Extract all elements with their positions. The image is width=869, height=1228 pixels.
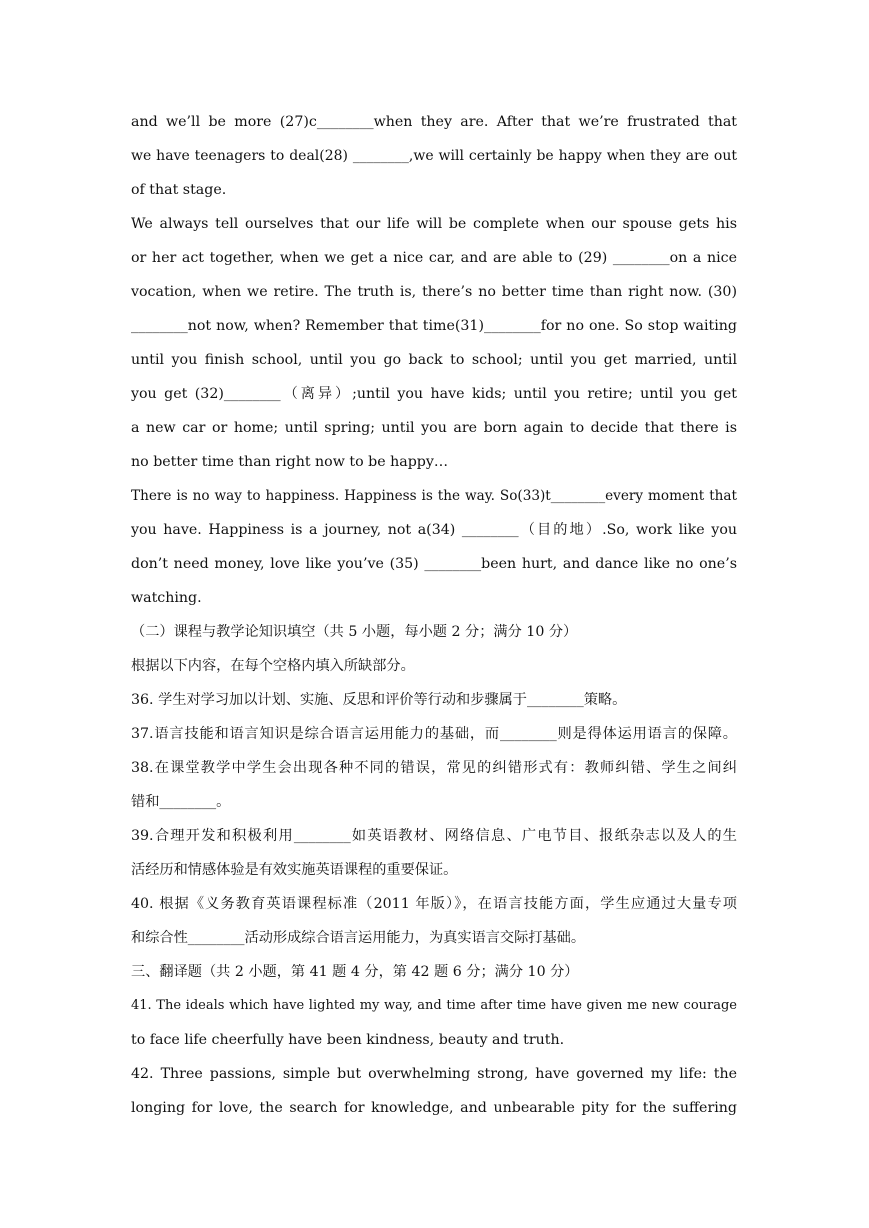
text-line: watching. <box>131 590 202 606</box>
text-line: and we’ll be more (27)c________when they are. After that we’re frustrated that <box>131 114 737 130</box>
text-line: We always tell ourselves that our life will be complete when our spouse gets his <box>131 216 737 232</box>
text-line: we have teenagers to deal(28) ________,we will certainly be happy when they are out <box>131 148 737 164</box>
text-line: 和综合性________活动形成综合语言运用能力，为真实语言交际打基础。 <box>131 930 586 946</box>
text-line: ________not now, when? Remember that time(31)________for no one. So stop waiting <box>131 318 737 334</box>
text-line: 39.合理开发和积极利用________如英语教材、网络信息、广电节目、报纸杂志以及人的生 <box>131 828 737 844</box>
text-line: you get (32)________（离异）;until you have kids; until you retire; until you get <box>131 386 737 402</box>
text-line: 37.语言技能和语言知识是综合语言运用能力的基础，而________则是得体运用语言的保障。 <box>131 726 737 742</box>
text-line: longing for love, the search for knowledge, and unbearable pity for the suffering <box>131 1100 737 1116</box>
text-line: to face life cheerfully have been kindness, beauty and truth. <box>131 1032 565 1048</box>
text-line: 38.在课堂教学中学生会出现各种不同的错误，常见的纠错形式有：教师纠错、学生之间纠 <box>131 760 737 776</box>
document-body <box>131 105 737 1125</box>
text-line: or her act together, when we get a nice car, and are able to (29) ________on a nice <box>131 250 737 266</box>
text-line: 活经历和情感体验是有效实施英语课程的重要保证。 <box>131 862 458 878</box>
text-line: 41. The ideals which have lighted my way, and time after time have given me new courage <box>131 998 737 1013</box>
text-line: don’t need money, love like you’ve (35) ________been hurt, and dance like no one’s <box>131 556 737 572</box>
text-line: 错和________。 <box>131 794 231 810</box>
text-line: 40. 根据《义务教育英语课程标准（2011 年版）》，在语言技能方面，学生应通过大量专项 <box>131 896 737 912</box>
text-line: 36. 学生对学习加以计划、实施、反思和评价等行动和步骤属于________策略。 <box>131 692 627 708</box>
text-line: vocation, when we retire. The truth is, there’s no better time than right now. (30) <box>131 284 737 300</box>
text-line: 三、翻译题（共 2 小题，第 41 题 4 分，第 42 题 6 分；满分 10 分） <box>131 964 579 980</box>
text-line: until you finish school, until you go back to school; until you get married, until <box>131 352 737 368</box>
text-line: of that stage. <box>131 182 227 198</box>
text-line: you have. Happiness is a journey, not a(34) ________（目的地）.So, work like you <box>131 522 737 538</box>
text-line: no better time than right now to be happy… <box>131 454 449 470</box>
text-line: 根据以下内容，在每个空格内填入所缺部分。 <box>131 658 415 674</box>
text-line: There is no way to happiness. Happiness is the way. So(33)t________every moment that <box>131 488 737 504</box>
text-line: 42. Three passions, simple but overwhelming strong, have governed my life: the <box>131 1066 737 1082</box>
text-line: （二）课程与教学论知识填空（共 5 小题，每小题 2 分；满分 10 分） <box>131 624 578 640</box>
text-line: a new car or home; until spring; until you are born again to decide that there is <box>131 420 737 436</box>
